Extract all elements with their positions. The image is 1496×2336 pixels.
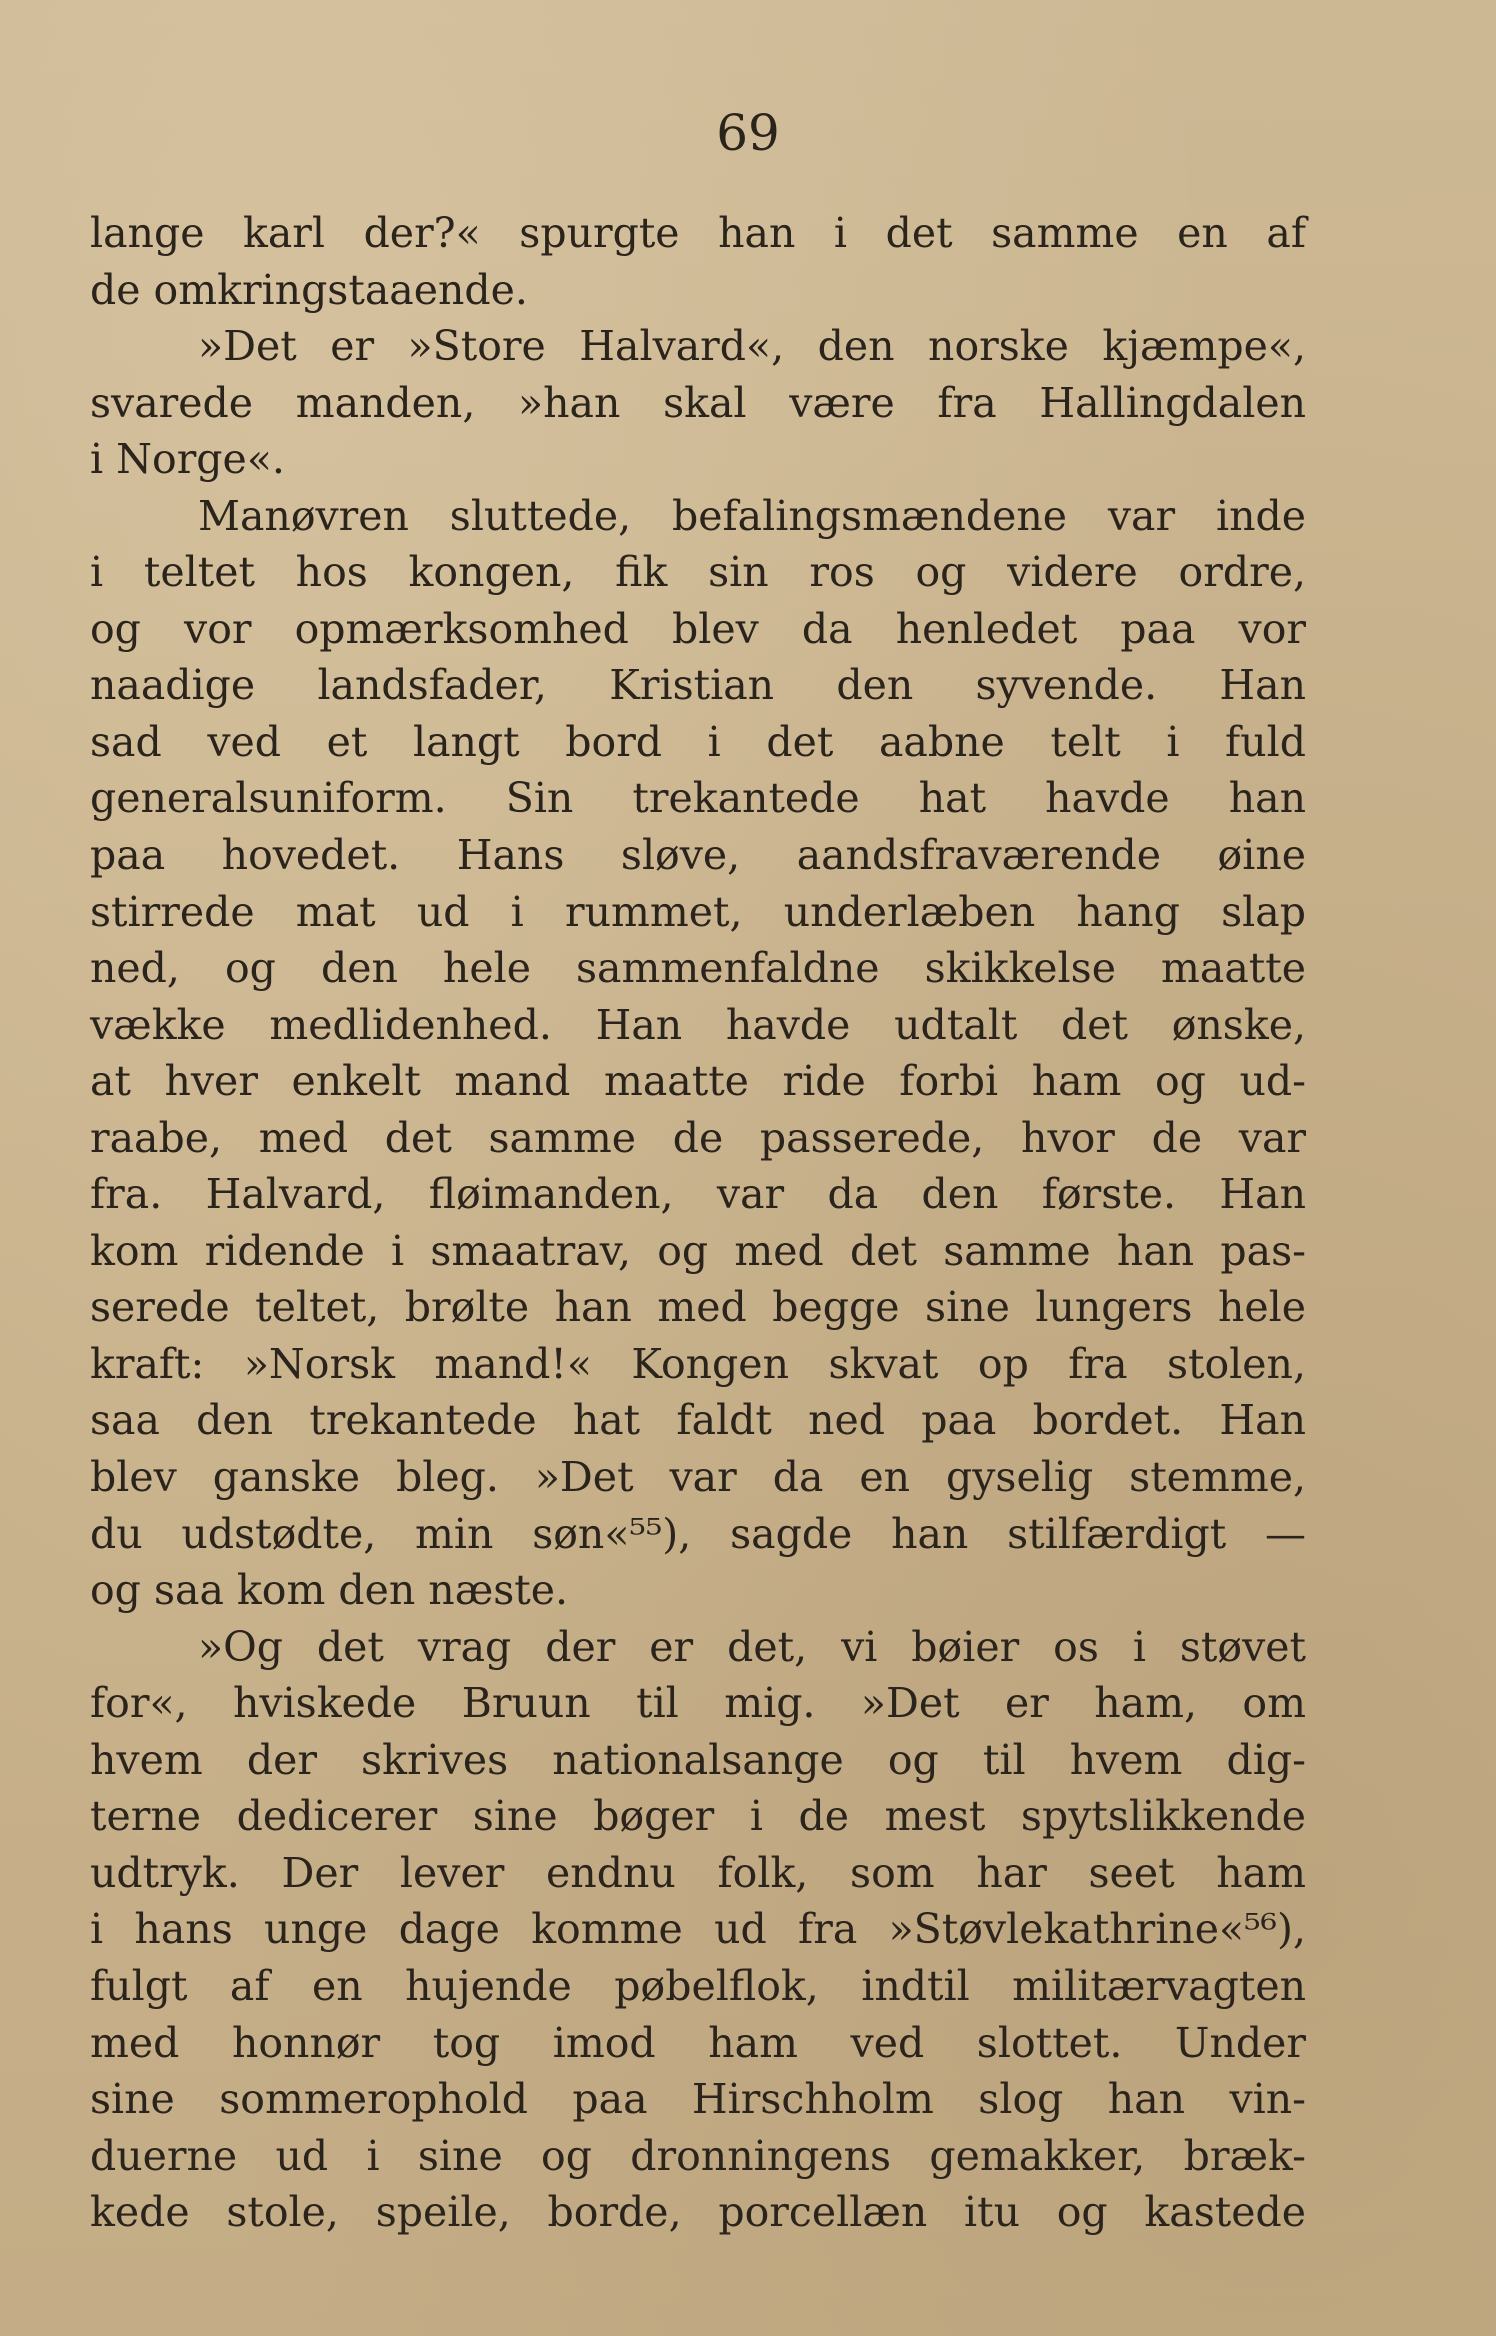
page-number: 69 (716, 104, 780, 162)
text-line: duerne ud i sine og dronningens gemakker, bræk- (90, 2131, 1306, 2180)
text-line: paa hovedet. Hans sløve, aandsfraværende øine (90, 831, 1306, 880)
text-line: blev ganske bleg. »Det var da en gyselig stemme, (90, 1453, 1306, 1502)
text-line: fra. Halvard, fløimanden, var da den første. Han (90, 1170, 1306, 1219)
text-line: du udstødte, min søn«⁵⁵), sagde han stilfærdigt — (90, 1509, 1306, 1558)
text-line: generalsuniform. Sin trekantede hat havde han (90, 774, 1306, 823)
text-line: vække medlidenhed. Han havde udtalt det ønske, (90, 1000, 1306, 1049)
text-line: »Det er »Store Halvard«, den norske kjæmpe«, (198, 322, 1306, 371)
text-line: »Og det vrag der er det, vi bøier os i støvet (198, 1622, 1306, 1671)
text-line: at hver enkelt mand maatte ride forbi ham og ud- (90, 1057, 1306, 1106)
text-line: i hans unge dage komme ud fra »Støvlekathrine«⁵⁶), (90, 1905, 1306, 1954)
text-line: lange karl der?« spurgte han i det samme en af (90, 209, 1306, 257)
text-line: ned, og den hele sammenfaldne skikkelse maatte (90, 944, 1306, 993)
text-line: svarede manden, »han skal være fra Hallingdalen (90, 378, 1306, 427)
text-line: serede teltet, brølte han med begge sine lungers hele (90, 1283, 1306, 1332)
text-line: og vor opmærksomhed blev da henledet paa vor (90, 604, 1306, 653)
text-line: kede stole, speile, borde, porcellæn itu og kastede (90, 2188, 1306, 2237)
text-line: terne dedicerer sine bøger i de mest spytslikkende (90, 1792, 1306, 1841)
text-line: Manøvren sluttede, befalingsmændene var inde (198, 491, 1306, 540)
text-line: i Norge«. (90, 435, 285, 484)
text-line: i teltet hos kongen, fik sin ros og videre ordre, (90, 548, 1306, 597)
text-line: sad ved et langt bord i det aabne telt i fuld (90, 717, 1306, 766)
text-line: kraft: »Norsk mand!« Kongen skvat op fra stolen, (90, 1339, 1306, 1388)
text-line: hvem der skrives nationalsange og til hvem dig- (90, 1735, 1306, 1784)
text-line: fulgt af en hujende pøbelflok, indtil militærvagten (90, 1961, 1306, 2010)
text-line: og saa kom den næste. (90, 1566, 569, 1615)
text-line: saa den trekantede hat faldt ned paa bordet. Han (90, 1396, 1306, 1445)
text-line: udtryk. Der lever endnu folk, som har seet ham (90, 1848, 1306, 1897)
text-line: stirrede mat ud i rummet, underlæben hang slap (90, 887, 1306, 936)
text-line: for«, hviskede Bruun til mig. »Det er ham, om (90, 1679, 1306, 1728)
body-text (90, 205, 1306, 2241)
text-line: raabe, med det samme de passerede, hvor de var (90, 1113, 1306, 1162)
text-line: kom ridende i smaatrav, og med det samme han pas- (90, 1226, 1306, 1275)
text-line: med honnør tog imod ham ved slottet. Under (90, 2018, 1306, 2067)
text-line: naadige landsfader, Kristian den syvende. Han (90, 661, 1306, 710)
text-line: de omkringstaaende. (90, 265, 528, 314)
text-line: sine sommerophold paa Hirschholm slog han vin- (90, 2075, 1306, 2124)
